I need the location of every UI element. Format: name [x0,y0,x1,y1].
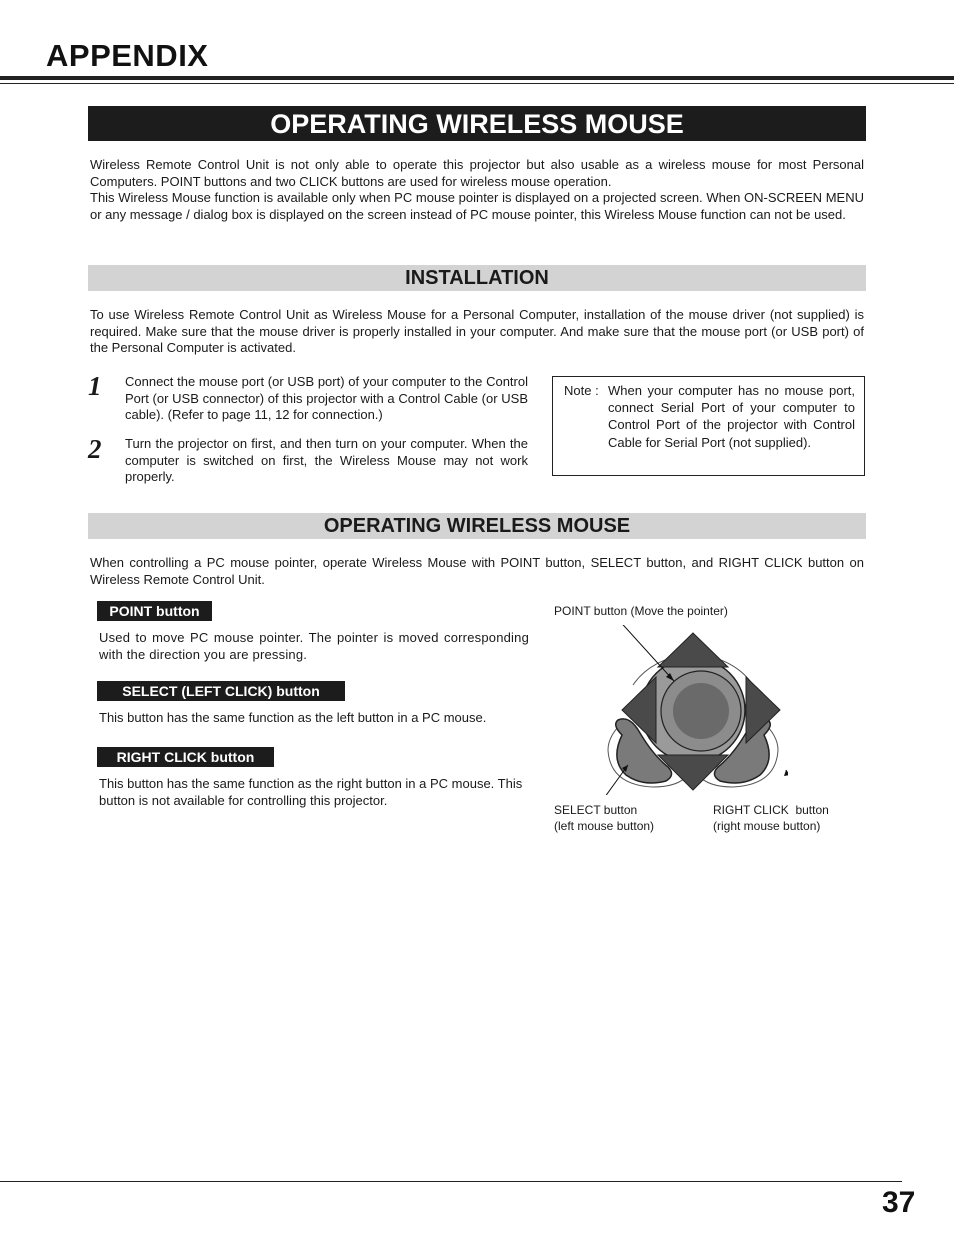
point-button-desc: Used to move PC mouse pointer. The pointer is moved corresponding with the direction you are pressing. [99,630,529,662]
point-pad-center-inner [673,683,729,739]
figure-label-select [554,802,654,834]
figure-label-select-line2: (left mouse button) [554,819,655,833]
step-number-1: 1 [88,371,102,401]
select-button-tag: SELECT (LEFT CLICK) button [97,681,345,701]
note-label: Note : [564,383,599,398]
step-number-2: 2 [88,434,102,464]
leader-arrowhead-right [784,770,788,776]
right-click-button-tag: RIGHT CLICK button [97,747,274,767]
header-rule [0,76,954,80]
operating-section-bar: OPERATING WIRELESS MOUSE [88,513,866,539]
operating-paragraph: When controlling a PC mouse pointer, operate Wireless Mouse with POINT button, SELECT button, and RIGHT CLICK button on Wireless Remote Control Unit. [90,555,864,587]
remote-mouse-diagram [598,625,788,795]
figure-label-right-click [713,802,829,834]
page-header-title: APPENDIX [46,38,209,73]
footer-rule [0,1181,902,1182]
arrow-up-icon [658,633,728,667]
figure-label-point: POINT button (Move the pointer) [554,604,728,618]
step-text-2: Turn the projector on first, and then turn on your computer. When the computer is switched on first, the Wireless Mouse may not work properly. [125,436,528,485]
main-title-bar: OPERATING WIRELESS MOUSE [88,106,866,141]
select-button-desc: This button has the same function as the left button in a PC mouse. [99,710,487,725]
step-text-1: Connect the mouse port (or USB port) of your computer to the Control Port (or USB connector) of this projector with a Control Cable (or USB cable). (Refer to page 11, 12 for connection.) [125,374,528,423]
installation-section-bar: INSTALLATION [88,265,866,291]
intro-paragraph-1: Wireless Remote Control Unit is not only able to operate this projector but also usable as a wireless mouse for most Personal Computers. POINT buttons and two CLICK buttons are used for wireless mouse operation. [90,157,864,189]
intro-paragraph-2: This Wireless Mouse function is available only when PC mouse pointer is displayed on a projected screen. When ON-SCREEN MENU or any message / dialog box is displayed on the screen instead of PC mouse pointer, this Wireless Mouse function can not be used. [90,190,864,222]
page-number: 37 [882,1186,916,1219]
header-rule-thin [0,83,954,84]
point-button-tag: POINT button [97,601,212,621]
note-text: When your computer has no mouse port, connect Serial Port of your computer to Control Port of the projector with Control Cable for Serial Port (not supplied). [608,383,855,450]
figure-label-right-line2: (right mouse button) [713,819,821,833]
figure-label-select-line1: SELECT button [554,803,638,817]
right-click-button-desc: This button has the same function as the right button in a PC mouse. This button is not available for controlling this projector. [99,776,523,808]
figure-label-right-line1: RIGHT CLICK button [713,803,829,817]
installation-paragraph: To use Wireless Remote Control Unit as Wireless Mouse for a Personal Computer, installation of the mouse driver (not supplied) is required. Make sure that the mouse driver is properly installed in your computer. And make sure that the mouse port (or USB port) of the Personal Computer is activated. [90,307,864,356]
